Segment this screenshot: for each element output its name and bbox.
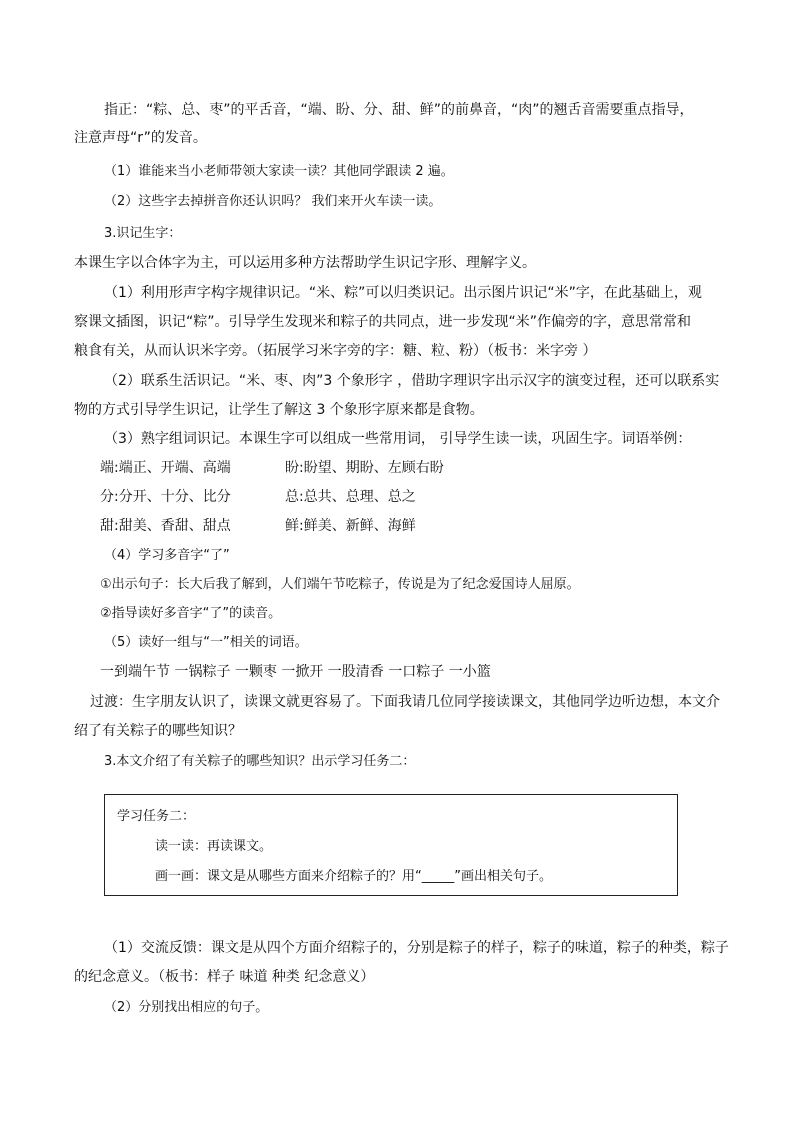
paragraph-line: （1）利用形声字构字规律识记。“米、粽”可以归类识记。出示图片识记“米”字，在此基础上，观 [104,285,702,301]
section-heading: 3.识记生字： [104,226,182,241]
word-example: 端:端正、开端、高端 [100,460,231,476]
task-read: 读一读：再读课文。 [155,839,273,854]
word-example: 总:总共、总理、总之 [285,489,416,505]
paragraph-line: 绍了有关粽子的哪些知识？ [74,723,242,739]
learning-task-box [104,794,678,896]
paragraph-line: ①出示句子：长大后我了解到，人们端午节吃粽子，传说是为了纪念爱国诗人屈原。 [100,577,580,592]
paragraph-line: （3）熟字组词识记。本课生字可以组成一些常用词， 引导学生读一读，巩固生字。词语举例： [104,431,692,447]
paragraph-line: （4）学习多音字“了” [104,548,230,563]
word-example: 盼:盼望、期盼、左顾右盼 [285,460,444,476]
paragraph-line: 过渡：生字朋友认识了，读课文就更容易了。下面我请几位同学接读课文，其他同学边听边想，本文介 [90,694,720,710]
paragraph-line: 本课生字以合体字为主，可以运用多种方法帮助学生识记字形、理解字义。 [74,255,536,271]
paragraph-line: （2）联系生活识记。“米、枣、肉”3 个象形字 ，借助字理识字出示汉字的演变过程，还可以联系实 [104,373,720,389]
paragraph-line: 指正：“粽、总、枣”的平舌音，“端、盼、分、甜、鲜”的前鼻音，“肉”的翘舌音需要重点指导， [104,102,694,118]
paragraph-line: 的纪念意义。（板书：样子 味道 种类 纪念意义） [74,969,375,985]
paragraph-line: 粮食有关，从而认识米字旁。（拓展学习米字旁的字：糖、粒、粉）（板书：米字旁 ） [74,343,597,359]
paragraph-line: （1）谁能来当小老师带领大家读一读？其他同学跟读 2 遍。 [104,164,454,179]
paragraph-line: （5）读好一组与“一”相关的词语。 [104,635,308,650]
word-example: 甜:甜美、香甜、甜点 [100,518,231,534]
paragraph-line: （2）分别找出相应的句子。 [104,1000,269,1015]
task-draw: 画一画：课文是从哪些方面来介绍粽子的？用“_____”画出相关句子。 [155,869,552,884]
word-group: 一到端午节 一锅粽子 一颗枣 一掀开 一股清香 一口粽子 一小篮 [100,664,491,680]
paragraph-line: （2）这些字去掉拼音你还认识吗？ 我们来开火车读一读。 [104,194,442,209]
task-title: 学习任务二： [117,809,196,824]
section-heading: 3.本文介绍了有关粽子的哪些知识？出示学习任务二： [104,754,416,769]
paragraph-line: （1）交流反馈：课文是从四个方面介绍粽子的，分别是粽子的样子，粽子的味道，粽子的种类，粽子 [104,940,729,956]
paragraph-line: 物的方式引导学生识记，让学生了解这 3 个象形字原来都是食物。 [74,402,484,418]
word-example: 分:分开、十分、比分 [100,489,231,505]
paragraph-line: 注意声母“r”的发音。 [74,130,207,146]
paragraph-line: 察课文插图，识记“粽”。引导学生发现米和粽子的共同点，进一步发现“米”作偏旁的字，意思常常和 [74,314,692,330]
word-example: 鲜:鲜美、新鲜、海鲜 [285,518,416,534]
paragraph-line: ②指导读好多音字“了”的读音。 [100,606,282,621]
